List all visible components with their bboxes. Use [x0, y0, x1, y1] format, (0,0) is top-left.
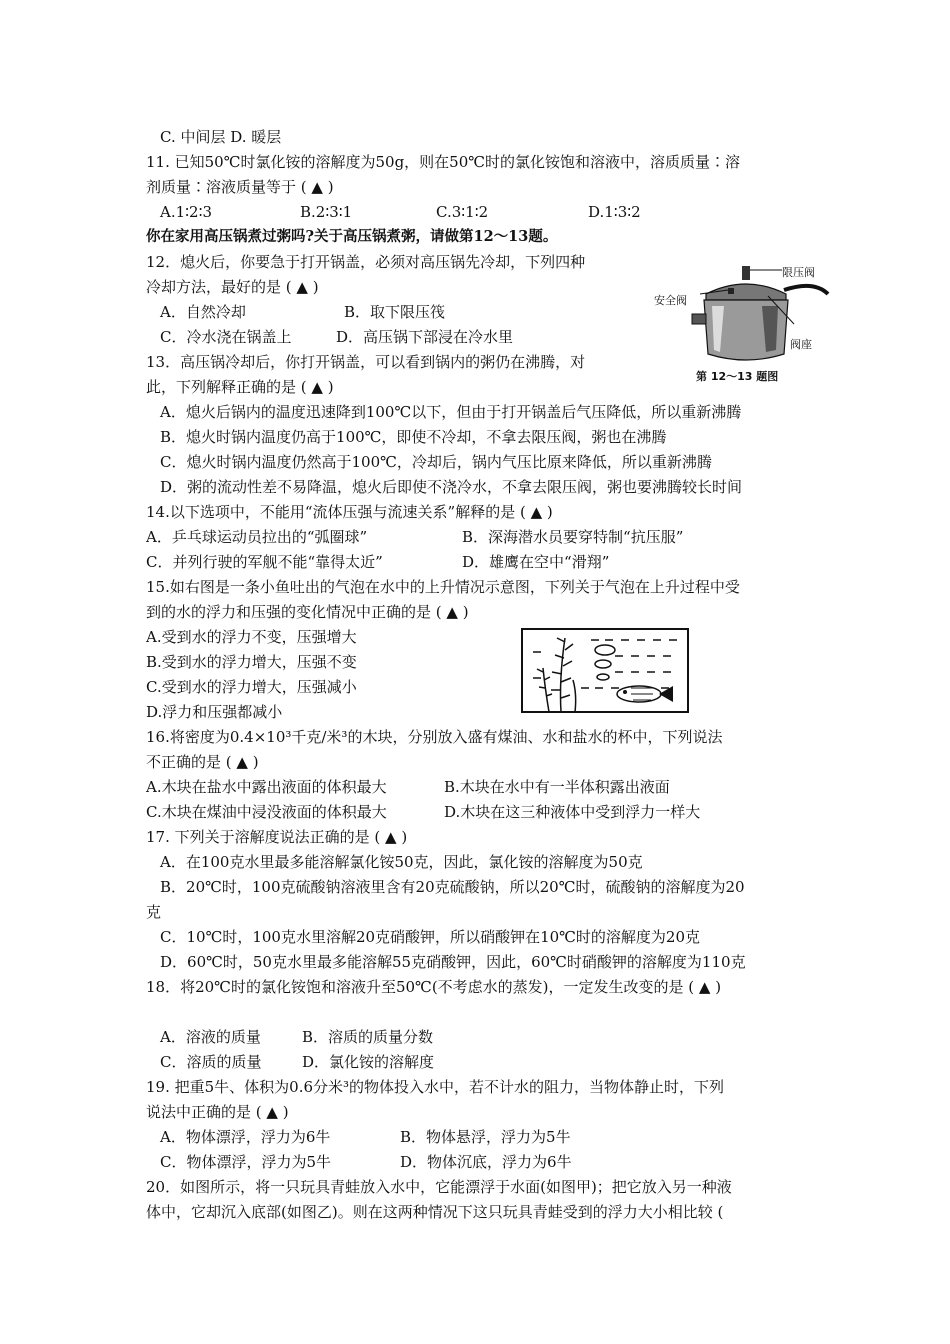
- q15-option-b: B.受到水的浮力增大，压强不变: [146, 653, 357, 671]
- q12-option-c: C．冷水浇在锅盖上: [160, 328, 292, 346]
- q18-option-a: A．溶液的质量: [160, 1028, 261, 1046]
- fish-bubble-illustration: [521, 628, 689, 713]
- fish-bubble-figure: [521, 628, 689, 713]
- q17-stem: 17. 下列关于溶解度说法正确的是 ( ▲ ): [146, 828, 408, 846]
- q19-option-d: D．物体沉底，浮力为6牛: [400, 1153, 572, 1171]
- q13-stem-2: 此，下列解释正确的是 ( ▲ ): [146, 378, 334, 396]
- q11-stem-1: 11. 已知50℃时氯化铵的溶解度为50g，则在50℃时的氯化铵饱和溶液中，溶质质量∶溶: [146, 153, 741, 171]
- q15-option-a: A.受到水的浮力不变，压强增大: [146, 628, 357, 646]
- q10-options: C. 中间层 D. 暖层: [160, 128, 282, 146]
- q17-option-d: D．60℃时，50克水里最多能溶解55克硝酸钾，因此，60℃时硝酸钾的溶解度为110克: [160, 953, 746, 971]
- q12-stem-1: 12．熄火后，你要急于打开锅盖，必须对高压锅先冷却，下列四种: [146, 253, 586, 271]
- q18-option-c: C．溶质的质量: [160, 1053, 262, 1071]
- q13-option-c: C．熄火时锅内温度仍然高于100℃，冷却后，锅内气压比原来降低，所以重新沸腾: [160, 453, 712, 471]
- q13-stem-1: 13．高压锅冷却后，你打开锅盖，可以看到锅内的粥仍在沸腾，对: [146, 353, 586, 371]
- q19-stem-1: 19. 把重5牛、体积为0.6分米³的物体投入水中，若不计水的阻力，当物体静止时，下列: [146, 1078, 725, 1096]
- q14-option-c: C．并列行驶的军舰不能“靠得太近”: [146, 553, 383, 571]
- q13-option-d: D．粥的流动性差不易降温，熄火后即使不浇冷水，不拿去限压阀，粥也要沸腾较长时间: [160, 478, 743, 496]
- q17-option-b-2: 克: [146, 903, 162, 921]
- q12-13-intro: 你在家用高压锅煮过粥吗?关于高压锅煮粥，请做第12～13题。: [146, 228, 558, 245]
- q19-option-a: A．物体漂浮，浮力为6牛: [160, 1128, 331, 1146]
- q16-stem-1: 16.将密度为0.4×10³千克/米³的木块，分别放入盛有煤油、水和盐水的杯中，下列说法: [146, 728, 723, 746]
- q20-stem-1: 20．如图所示，将一只玩具青蛙放入水中，它能漂浮于水面(如图甲)；把它放入另一种液: [146, 1178, 732, 1196]
- q14-option-d: D．雄鹰在空中“滑翔”: [462, 553, 610, 571]
- q12-option-b: B．取下限压筏: [344, 303, 446, 321]
- q11-option-d: D.1∶3∶2: [588, 203, 641, 221]
- pressure-valve-shape: [742, 266, 750, 280]
- q14-stem: 14.以下选项中，不能用“流体压强与流速关系”解释的是 ( ▲ ): [146, 503, 553, 521]
- q13-option-b: B．熄火时锅内温度仍高于100℃，即使不冷却，不拿去限压阀，粥也在沸腾: [160, 428, 667, 446]
- q12-option-a: A．自然冷却: [160, 303, 246, 321]
- q16-option-c: C.木块在煤油中浸没液面的体积最大: [146, 803, 387, 821]
- q17-option-a: A．在100克水里最多能溶解氯化铵50克，因此，氯化铵的溶解度为50克: [160, 853, 643, 871]
- q19-option-b: B．物体悬浮，浮力为5牛: [400, 1128, 571, 1146]
- q15-stem-1: 15.如右图是一条小鱼吐出的气泡在水中的上升情况示意图，下列关于气泡在上升过程中受: [146, 578, 740, 596]
- q14-option-a: A．乒乓球运动员拉出的“弧圈球”: [146, 528, 368, 546]
- q17-option-c: C．10℃时，100克水里溶解20克硝酸钾，所以硝酸钾在10℃时的溶解度为20克: [160, 928, 701, 946]
- label-pressure-limit-valve: 限压阀: [782, 266, 815, 279]
- q15-option-d: D.浮力和压强都减小: [146, 703, 283, 721]
- q18-option-b: B．溶质的质量分数: [302, 1028, 434, 1046]
- q16-stem-2: 不正确的是 ( ▲ ): [146, 753, 259, 771]
- q16-option-a: A.木块在盐水中露出液面的体积最大: [146, 778, 387, 796]
- q14-option-b: B．深海潜水员要穿特制“抗压服”: [462, 528, 684, 546]
- q11-option-a: A.1∶2∶3: [160, 203, 213, 221]
- q18-option-d: D．氯化铵的溶解度: [302, 1053, 435, 1071]
- q16-option-b: B.木块在水中有一半体积露出液面: [444, 778, 670, 796]
- q18-stem: 18．将20℃时的氯化铵饱和溶液升至50℃(不考虑水的蒸发)，一定发生改变的是 ( ▲ ): [146, 978, 722, 996]
- q11-option-c: C.3∶1∶2: [436, 203, 489, 221]
- label-safety-valve: 安全阀: [654, 294, 687, 307]
- q12-option-d: D．高压锅下部浸在冷水里: [336, 328, 514, 346]
- pressure-cooker-figure: [654, 254, 834, 386]
- label-valve-seat: 阀座: [790, 338, 812, 351]
- q19-option-c: C．物体漂浮，浮力为5牛: [160, 1153, 332, 1171]
- q16-option-d: D.木块在这三种液体中受到浮力一样大: [444, 803, 701, 821]
- q11-stem-2: 剂质量∶溶液质量等于 ( ▲ ): [146, 178, 334, 196]
- q15-stem-2: 到的水的浮力和压强的变化情况中正确的是 ( ▲ ): [146, 603, 469, 621]
- q11-option-b: B.2∶3∶1: [300, 203, 353, 221]
- q20-stem-2: 体中，它却沉入底部(如图乙)。则在这两种情况下这只玩具青蛙受到的浮力大小相比较 (: [146, 1203, 724, 1221]
- q13-option-a: A．熄火后锅内的温度迅速降到100℃以下，但由于打开锅盖后气压降低，所以重新沸腾: [160, 403, 742, 421]
- q12-stem-2: 冷却方法，最好的是 ( ▲ ): [146, 278, 319, 296]
- figure-caption: 第 12～13 题图: [696, 370, 779, 383]
- q19-stem-2: 说法中正确的是 ( ▲ ): [146, 1103, 289, 1121]
- q15-option-c: C.受到水的浮力增大，压强减小: [146, 678, 357, 696]
- q17-option-b-1: B．20℃时，100克硫酸钠溶液里含有20克硫酸钠，所以20℃时，硫酸钠的溶解度为20: [160, 878, 745, 896]
